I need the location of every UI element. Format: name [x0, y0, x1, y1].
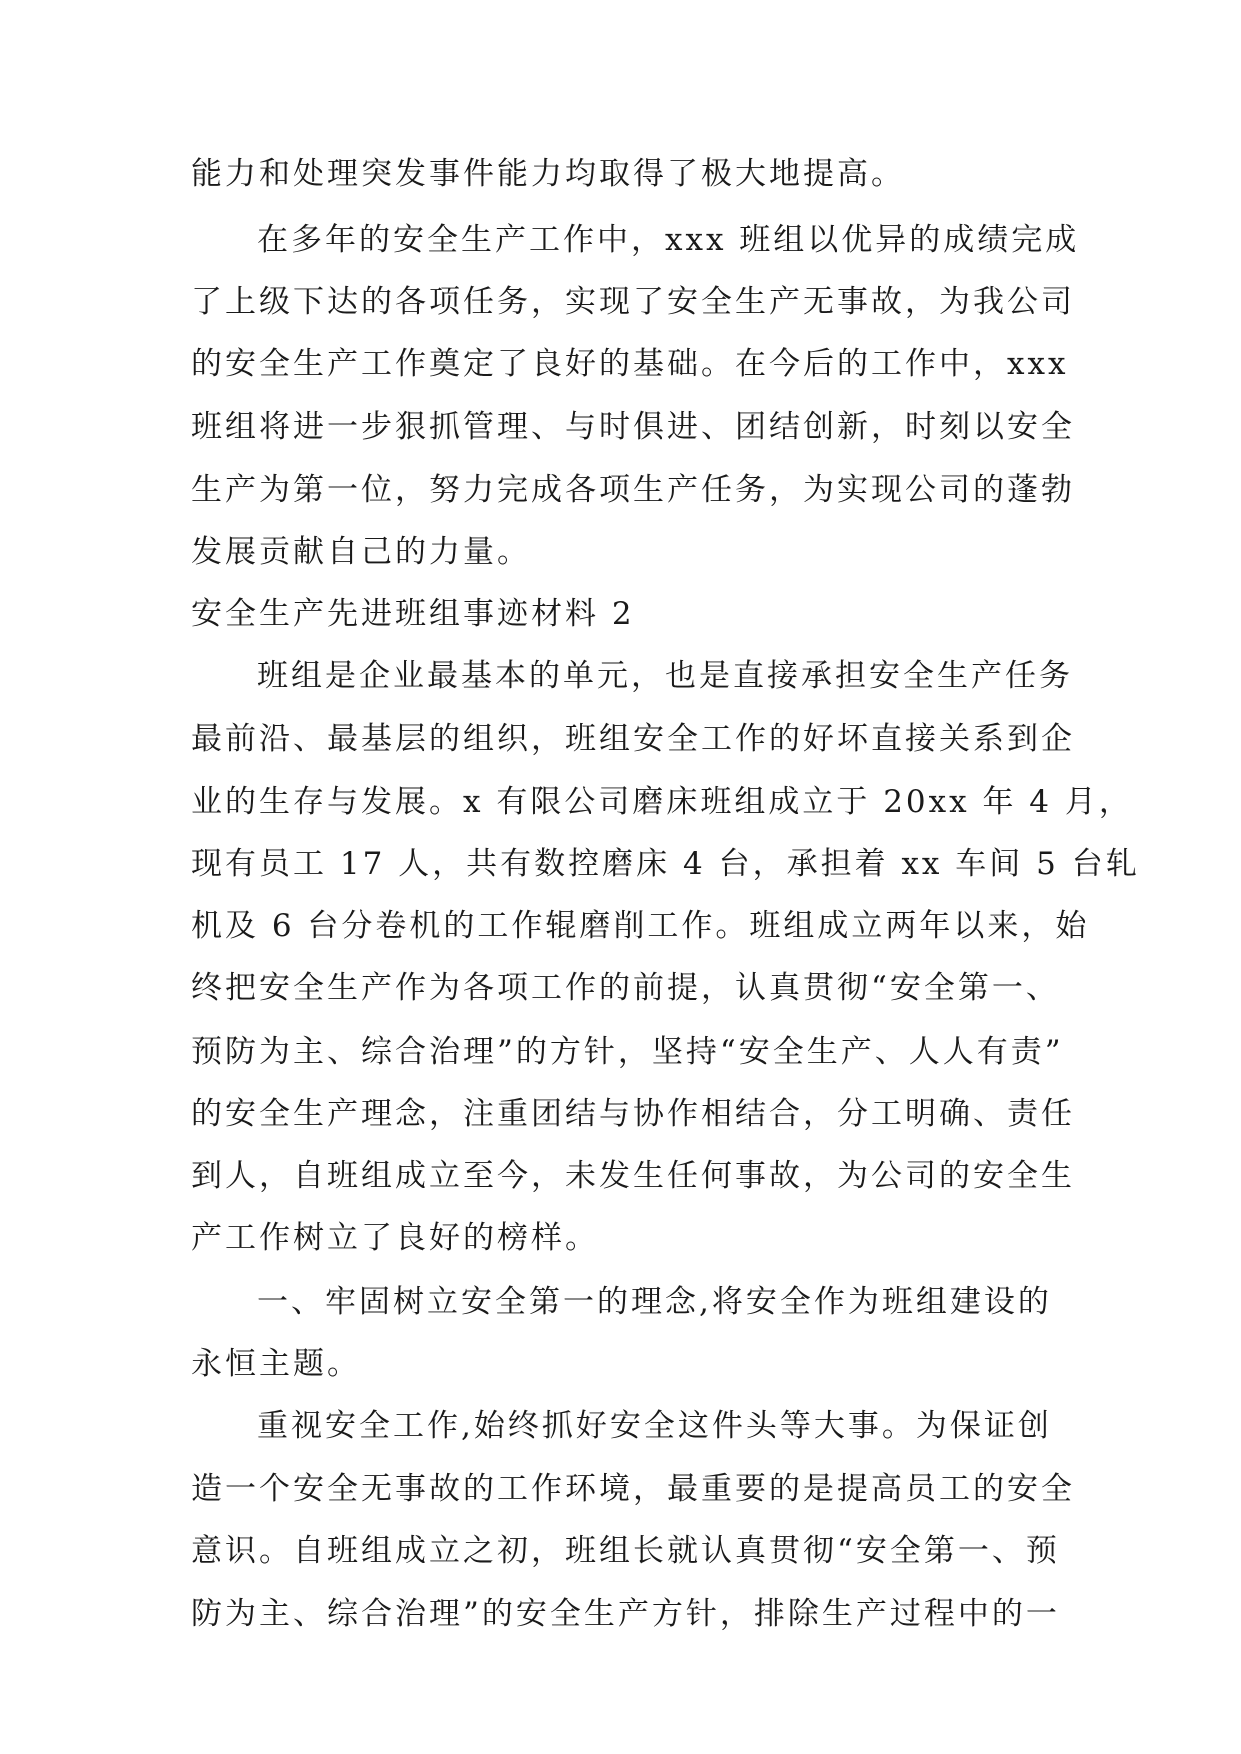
text-line-content: 在多年的安全生产工作中，xxx 班组以优异的成绩完成 — [257, 222, 1080, 258]
text-line-content: 的安全生产理念，注重团结与协作相结合，分工明确、责任 — [191, 1096, 1075, 1132]
section-heading-text: 安全生产先进班组事迹材料 2 — [191, 596, 635, 632]
text-line-content: 永恒主题。 — [191, 1346, 361, 1382]
text-line-content: 机及 6 台分卷机的工作辊磨削工作。班组成立两年以来，始 — [191, 908, 1090, 944]
text-line-content: 重视安全工作,始终抓好安全这件头等大事。为保证创 — [257, 1408, 1052, 1444]
text-line-content: 终把安全生产作为各项工作的前提，认真贯彻“安全第一、 — [191, 970, 1060, 1006]
text-line-content: 了上级下达的各项任务，实现了安全生产无事故，为我公司 — [191, 284, 1075, 320]
text-line-content: 发展贡献自己的力量。 — [191, 534, 531, 570]
text-line-content: 预防为主、综合治理”的方针，坚持“安全生产、人人有责” — [191, 1034, 1064, 1070]
text-line-content: 造一个安全无事故的工作环境，最重要的是提高员工的安全 — [191, 1471, 1075, 1507]
text-line-content: 能力和处理突发事件能力均取得了极大地提高。 — [191, 156, 905, 192]
text-line-content: 班组将进一步狠抓管理、与时俱进、团结创新，时刻以安全 — [191, 409, 1075, 445]
text-line-content: 到人，自班组成立至今，未发生任何事故，为公司的安全生 — [191, 1158, 1075, 1194]
text-line-content: 最前沿、最基层的组织，班组安全工作的好坏直接关系到企 — [191, 721, 1075, 757]
text-line-content: 的安全生产工作奠定了良好的基础。在今后的工作中，xxx — [191, 346, 1069, 382]
text-line-content: 产工作树立了良好的榜样。 — [191, 1220, 599, 1256]
text-line-content: 现有员工 17 人，共有数控磨床 4 台，承担着 xx 车间 5 台轧 — [191, 846, 1140, 882]
text-line-content: 防为主、综合治理”的安全生产方针，排除生产过程中的一 — [191, 1596, 1060, 1632]
text-line-content: 生产为第一位，努力完成各项生产任务，为实现公司的蓬勃 — [191, 472, 1075, 508]
text-line-content: 业的生存与发展。x 有限公司磨床班组成立于 20xx 年 4 月， — [191, 784, 1133, 820]
text-line-content: 意识。自班组成立之初，班组长就认真贯彻“安全第一、预 — [191, 1533, 1060, 1569]
text-line-content: 班组是企业最基本的单元，也是直接承担安全生产任务 — [257, 658, 1073, 694]
text-line-content: 一、牢固树立安全第一的理念,将安全作为班组建设的 — [257, 1284, 1052, 1320]
